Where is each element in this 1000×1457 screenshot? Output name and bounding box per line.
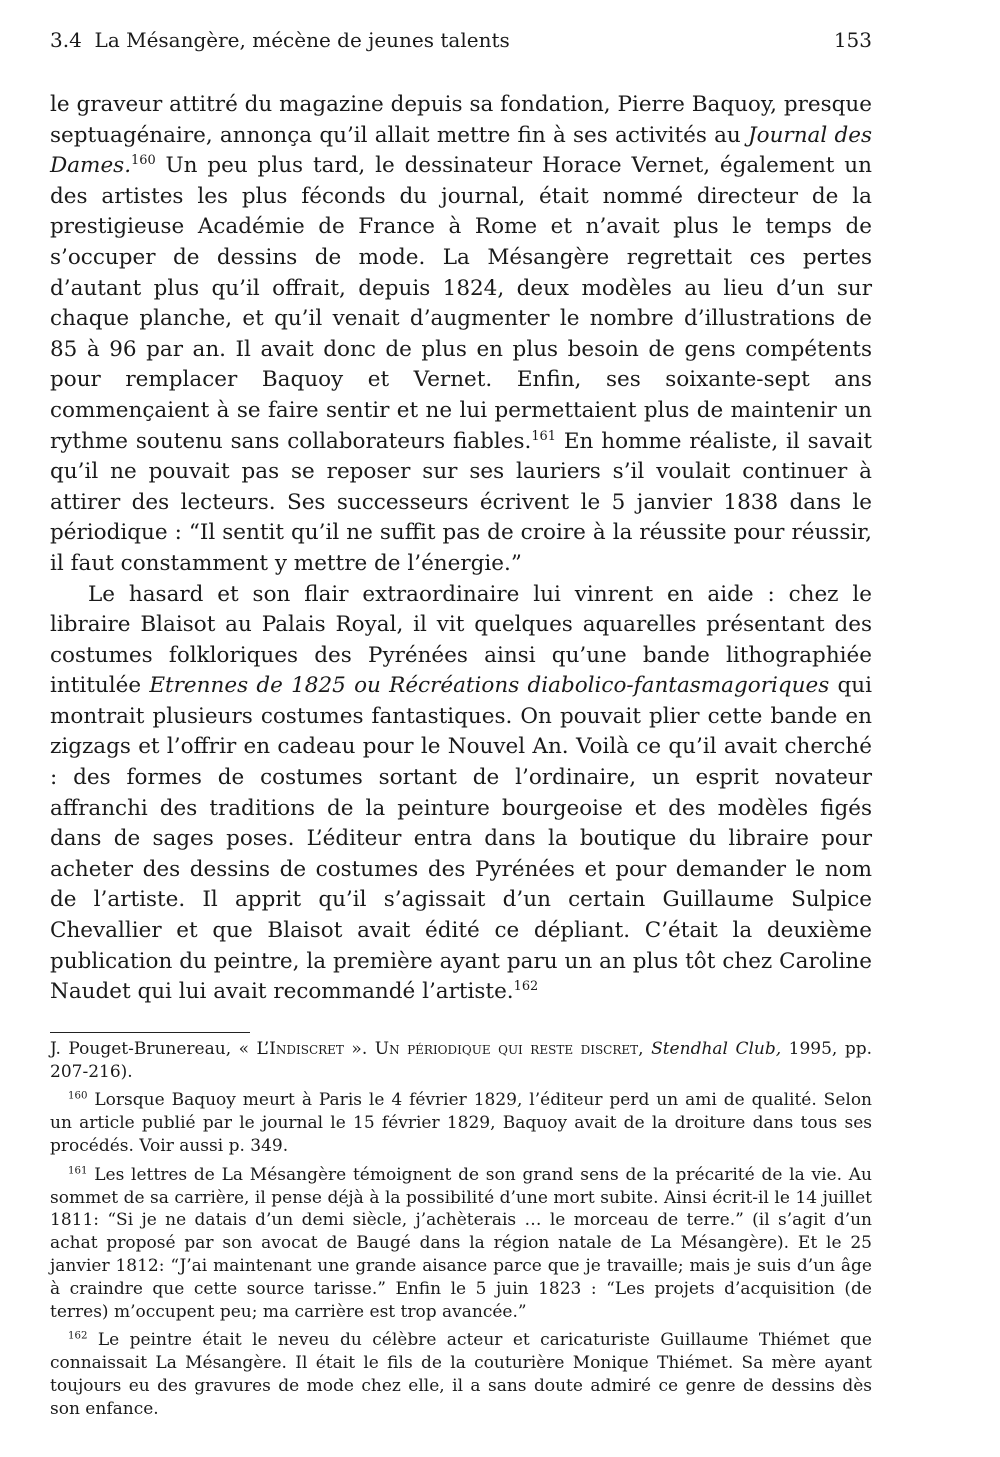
p2-text-a: Le hasard et son flair extraordinaire lui vinrent en aide : chez le libraire Blaisot au Palais Royal, il vit quelques aquarelles présentant des costumes folkloriques des Pyrénées ainsi qu’une bande lithographiée intitulée [50, 581, 872, 699]
footnote-160 [50, 1089, 872, 1157]
paragraph-2 [50, 580, 872, 1008]
p1-text-a: le graveur attitré du magazine depuis sa fondation, Pierre Baquoy, presque septuagénaire, annonça qu’il allait mettre fin à ses activités au [50, 92, 872, 148]
page [50, 26, 872, 1427]
work-title: Etrennes de 1825 ou Récréations diabolico-fantasmagoriques [149, 673, 830, 699]
fn-carry-club: Stendhal Club, [651, 1038, 782, 1059]
footnote-162 [50, 1329, 872, 1420]
p1-text-b: Un peu plus tard, le dessinateur Horace Vernet, également un des artistes les plus féconds du journal, était nommé directeur de la prestigieuse Académie de France à Rome et n’avait plus le temps de s’occuper de dessins de mode. La Mésangère regrettait ces pertes d’autant plus qu’il offrait, depuis 1824, deux modèles au lieu d’un sur chaque planche, et qu’il venait d’augmenter le nombre d’illustrations de 85 à 96 par an. Il avait donc de plus en plus besoin de gens compétents pour remplacer Baquoy et Vernet. Enfin, ses soixante-sept ans commençaient à se faire sentir et ne lui permettaient plus de maintenir un rythme soutenu sans collaborateurs fiables. [50, 153, 872, 454]
footnote-ref-160[interactable]: 160 [131, 153, 156, 169]
running-head [50, 26, 872, 54]
footnote-text-161: Les lettres de La Mésangère témoignent de son grand sens de la précarité de la vie. Au sommet de sa carrière, il pense déjà à la possibilité d’une mort subite. Ainsi écrit-il le 14 juillet 1811: “Si je ne datais d’un demi siècle, j’achèterais … le morceau de terre.” (il s’agit d’un achat proposé par son avocat de Baugé dans la région natale de La Mésangère). Et le 25 janvier 1812: “J’ai maintenant une grande aisance parce que je travaille; mais je suis d’un âge à craindre que cette source tarisse.” Enfin le 5 juin 1823 : “Les projets d’acquisition (de terres) m’occupent peu; ma carrière est trop avancée.” [50, 1164, 872, 1322]
footnote-continued [50, 1038, 872, 1084]
footnote-ref-161[interactable]: 161 [531, 428, 556, 444]
paragraph-1 [50, 90, 872, 580]
section-number: 3.4 [50, 28, 82, 52]
fn-carry-c: 1995, pp. 207-216). [50, 1038, 873, 1082]
footnote-text-162: Le peintre était le neveu du célèbre acteur et caricaturiste Guillaume Thiémet que connaissait La Mésangère. Il était le fils de la couturière Monique Thiémet. Sa mère ayant toujours eu des gravures de mode chez elle, il a sans doute admiré ce genre de dessins dès son enfance. [50, 1330, 872, 1419]
fn-carry-smallcaps: L’Indiscret ». Un périodique qui reste discret, [256, 1038, 644, 1059]
footnote-number-162: 162 [68, 1331, 88, 1343]
footnotes [50, 1038, 872, 1421]
running-head-title [50, 26, 510, 54]
footnote-rule [50, 1032, 250, 1033]
fn-carry-a: J. Pouget-Brunereau, « [50, 1038, 257, 1059]
footnote-text-160: Lorsque Baquoy meurt à Paris le 4 février 1829, l’éditeur perd un ami de qualité. Selon un article publié par le journal le 15 février 1829, Baquoy avait de la droiture dans tous ses procédés. Voir aussi p. 349. [50, 1090, 872, 1156]
p1-text-c: En homme réaliste, il savait qu’il ne pouvait pas se reposer sur ses lauriers s’il voulait continuer à attirer des lecteurs. Ses successeurs écrivent le 5 janvier 1838 dans le périodique : “Il sentit qu’il ne suffit pas de croire à la réussite pour réussir, il faut constamment y mettre de l’énergie.” [50, 428, 872, 576]
footnote-number-161: 161 [68, 1165, 88, 1177]
journal-title: Journal des Dames. [50, 122, 872, 179]
fn-carry-b [644, 1039, 652, 1059]
footnote-ref-162[interactable]: 162 [513, 979, 539, 995]
section-title: La Mésangère, mécène de jeunes talents [94, 28, 510, 52]
p2-text-b: qui montrait plusieurs costumes fantastiques. On pouvait plier cette bande en zigzags et l’offrir en cadeau pour le Nouvel An. Voilà ce qu’il avait cherché : des formes de costumes sortant de l’ordinaire, un esprit novateur affranchi des traditions de la peinture bourgeoise et des modèles figés dans de sages poses. L’éditeur entra dans la boutique du libraire pour acheter des dessins de costumes des Pyrénées et pour demander le nom de l’artiste. Il apprit qu’il s’agissait d’un certain Guillaume Sulpice Chevallier et que Blaisot avait édité ce dépliant. C’était la deuxième publication du peintre, la première ayant paru un an plus tôt chez Caroline Naudet qui lui avait recommandé l’artiste. [50, 673, 872, 1005]
footnote-number-160: 160 [68, 1091, 88, 1103]
page-number: 153 [833, 28, 872, 52]
body-text [50, 90, 872, 1008]
footnote-161 [50, 1164, 872, 1324]
